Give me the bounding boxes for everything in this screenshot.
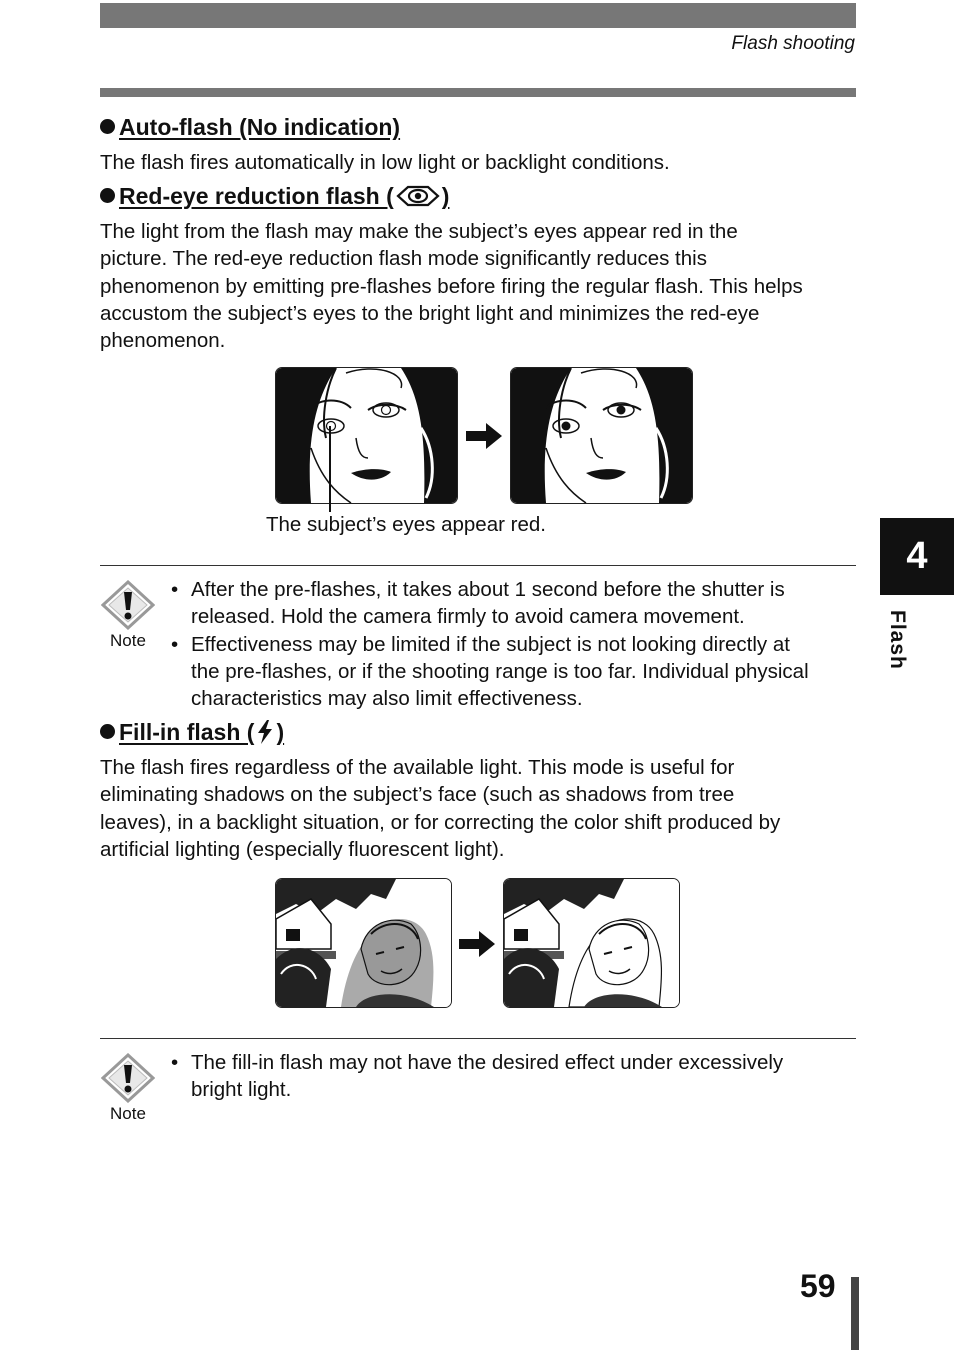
fill-in-after-photo bbox=[503, 878, 680, 1008]
chapter-title-vertical bbox=[881, 610, 911, 680]
red-eye-icon bbox=[395, 184, 441, 208]
warning-icon bbox=[101, 1053, 155, 1103]
text-line: accustom the subject’s eyes to the bright light and minimizes the red-eye bbox=[100, 301, 760, 325]
bullet-dot-icon bbox=[100, 724, 115, 739]
warning-icon bbox=[101, 580, 155, 630]
note-block-icon bbox=[101, 1053, 155, 1124]
text-line: • After the pre-flashes, it takes about 1 second before the shutter is bbox=[191, 578, 785, 601]
bullet-dot-icon bbox=[100, 119, 115, 134]
red-eye-caption: The subject’s eyes appear red. bbox=[266, 513, 546, 536]
chapter-number: 4 bbox=[906, 535, 928, 577]
caption-leader-line bbox=[329, 426, 331, 512]
red-eye-before-photo bbox=[275, 367, 458, 504]
header-bar-bottom bbox=[100, 88, 856, 97]
text-line: eliminating shadows on the subject’s face (such as shadows from tree bbox=[100, 783, 735, 807]
red-eye-heading bbox=[100, 183, 449, 210]
page-number-bar bbox=[851, 1277, 859, 1350]
auto-flash-body bbox=[100, 149, 860, 176]
fill-in-heading-text: Fill-in flash ( bbox=[119, 719, 255, 745]
text-line: phenomenon. bbox=[100, 329, 226, 353]
fill-in-before-photo bbox=[275, 878, 452, 1008]
arrow-right-icon bbox=[457, 928, 497, 960]
text-line: leaves), in a backlight situation, or for correcting the color shift produced by bbox=[100, 810, 781, 834]
note-label: Note bbox=[110, 631, 146, 650]
text-line: • Effectiveness may be limited if the subject is not looking directly at bbox=[191, 632, 790, 656]
fill-in-heading bbox=[100, 719, 284, 746]
note-label: Note bbox=[110, 1104, 146, 1123]
text-line: released. Hold the camera firmly to avoid camera movement. bbox=[191, 605, 745, 629]
arrow-right-icon bbox=[464, 420, 504, 452]
note1-bullets bbox=[171, 576, 861, 712]
fill-in-body bbox=[100, 754, 860, 863]
page-number: 59 bbox=[800, 1268, 836, 1304]
text-line: The flash fires regardless of the available light. This mode is useful for bbox=[100, 756, 735, 779]
bullet-dot-icon bbox=[100, 188, 115, 203]
running-title: Flash shooting bbox=[731, 33, 855, 54]
text-line: bright light. bbox=[191, 1078, 292, 1102]
list-item bbox=[171, 1049, 861, 1104]
text-line: picture. The red-eye reduction flash mode significantly reduces this bbox=[100, 247, 707, 271]
text-line: characteristics may also limit effectiveness. bbox=[191, 687, 583, 711]
text-line: artificial lighting (especially fluorescent light). bbox=[100, 837, 505, 861]
red-eye-heading-text: Red-eye reduction flash ( bbox=[119, 183, 394, 209]
fill-in-heading-suffix: ) bbox=[276, 719, 285, 745]
text-line: the pre-flashes, or if the shooting range is too far. Individual physical bbox=[191, 659, 809, 683]
header-bar-top bbox=[100, 3, 856, 28]
text-line: The light from the flash may make the subject’s eyes appear red in the bbox=[100, 220, 738, 243]
note-block-icon bbox=[101, 580, 155, 651]
red-eye-heading-suffix: ) bbox=[441, 183, 450, 209]
list-item bbox=[171, 576, 861, 631]
list-item bbox=[171, 631, 861, 713]
flash-icon bbox=[256, 719, 274, 745]
text-line: • The fill-in flash may not have the desired effect under excessively bbox=[191, 1051, 784, 1074]
note-divider bbox=[100, 1038, 856, 1039]
red-eye-after-photo bbox=[510, 367, 693, 504]
chapter-tab bbox=[880, 518, 954, 595]
note2-bullets bbox=[171, 1049, 861, 1104]
auto-flash-heading bbox=[100, 114, 400, 141]
auto-flash-heading-text: Auto-flash (No indication) bbox=[119, 114, 401, 140]
chapter-title: Flash bbox=[886, 610, 909, 670]
text-line: phenomenon by emitting pre-flashes before firing the regular flash. This helps bbox=[100, 274, 803, 298]
text-line: The flash fires automatically in low light or backlight conditions. bbox=[100, 151, 670, 174]
note-divider bbox=[100, 565, 856, 566]
red-eye-body bbox=[100, 218, 860, 354]
